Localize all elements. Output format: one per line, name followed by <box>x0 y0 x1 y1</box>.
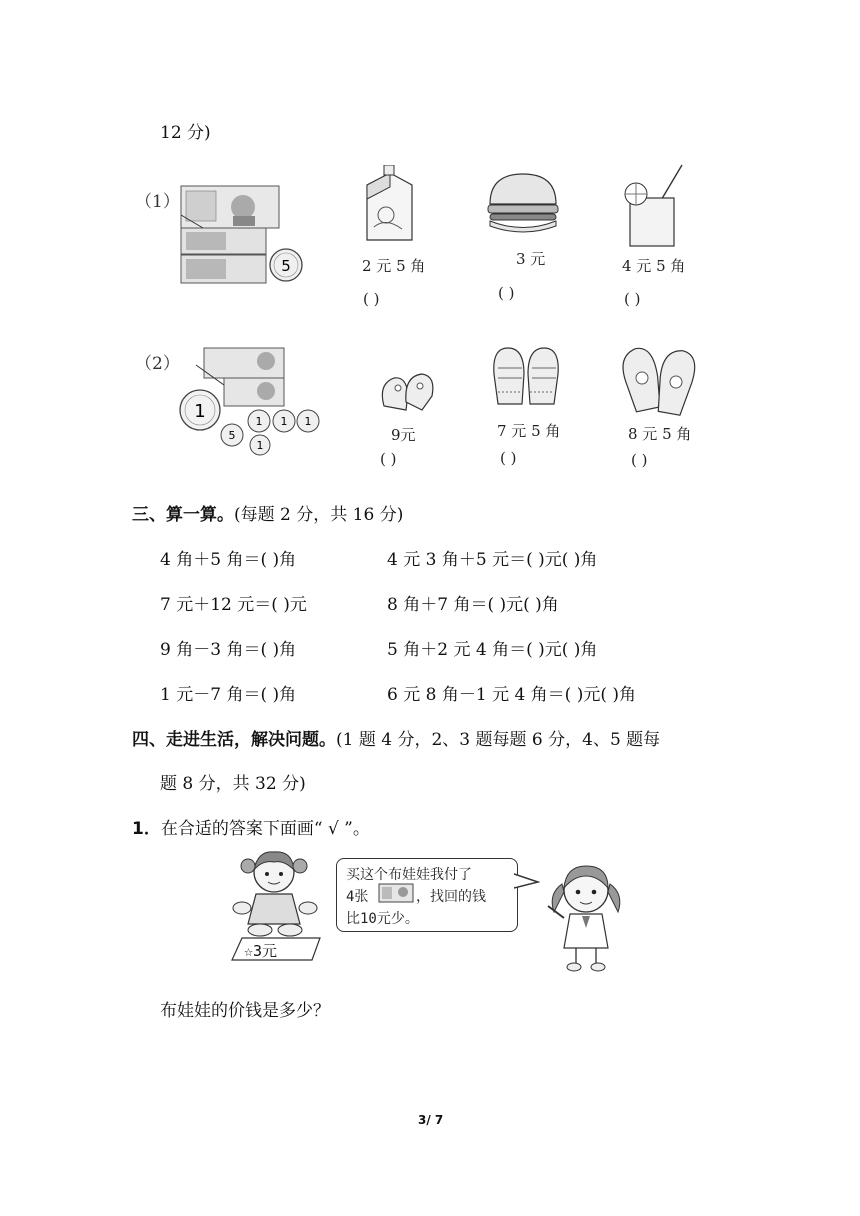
section-3-note: (每题 2 分，共 16 分) <box>234 505 404 525</box>
burger-price: 3 元 <box>516 250 546 268</box>
knit-mittens-answer-blank[interactable]: ( ) <box>500 449 517 467</box>
calc-2b: 8 角＋7 角＝( )元( )角 <box>387 595 559 615</box>
problem-1 <box>132 814 370 839</box>
continued-score-note: 12 分) <box>160 123 211 143</box>
speech-bubble-tail <box>514 872 540 892</box>
burger-answer-blank[interactable]: ( ) <box>498 284 515 302</box>
calc-4a: 1 元－7 角＝( )角 <box>160 685 297 705</box>
milk-price: 2 元 5 角 <box>362 257 426 275</box>
problem-1-text: 在合适的答案下面画“ √ ”。 <box>160 819 370 839</box>
doll-price-question: 布娃娃的价钱是多少？ <box>160 1001 330 1021</box>
calc-3b: 5 角＋2 元 4 角＝( )元( )角 <box>387 640 598 660</box>
knit-mittens-icon <box>490 344 562 408</box>
milk-answer-blank[interactable]: ( ) <box>363 290 380 308</box>
doll-price-tag: ☆3元 <box>244 942 278 960</box>
bubble-line-3: 比10元少。 <box>346 911 419 927</box>
svg-text:1: 1 <box>194 401 206 422</box>
small-mittens-price: 9元 <box>391 426 416 444</box>
juice-answer-blank[interactable]: ( ) <box>624 290 641 308</box>
bubble-line-2b: ，找回的钱 <box>416 889 486 905</box>
svg-text:1: 1 <box>256 439 264 452</box>
knit-mittens-price: 7 元 5 角 <box>497 422 561 440</box>
mouse-mittens-price: 8 元 5 角 <box>628 425 692 443</box>
section-4-note-line2: 题 8 分，共 32 分) <box>160 774 306 794</box>
calc-2a: 7 元＋12 元＝( )元 <box>160 595 307 615</box>
money-q2-picture <box>176 345 321 457</box>
juice-price: 4 元 5 角 <box>622 257 686 275</box>
calc-3a: 9 角－3 角＝( )角 <box>160 640 297 660</box>
calc-4b: 6 元 8 角－1 元 4 角＝( )元( )角 <box>387 685 637 705</box>
calc-1b: 4 元 3 角＋5 元＝( )元( )角 <box>387 550 598 570</box>
banknote-icon <box>378 883 414 903</box>
coin-1-large-icon <box>180 390 220 430</box>
section-4-title: 四、走进生活，解决问题。 <box>132 730 336 750</box>
calc-1a: 4 角＋5 角＝( )角 <box>160 550 297 570</box>
coin-icon <box>270 249 302 281</box>
problem-1-number: 1． <box>132 819 161 839</box>
section-3-heading <box>132 500 403 525</box>
section-4-note-line1: (1 题 4 分，2、3 题每题 6 分，4、5 题每 <box>336 730 661 750</box>
mouse-mittens-icon <box>620 340 698 418</box>
milk-carton-icon <box>362 165 417 245</box>
svg-text:5: 5 <box>281 257 291 275</box>
svg-text:1: 1 <box>255 415 263 428</box>
doll-icon <box>228 850 328 965</box>
svg-text:1: 1 <box>304 415 312 428</box>
juice-glass-icon <box>620 162 690 250</box>
girl-icon <box>542 860 632 975</box>
small-mittens-answer-blank[interactable]: ( ) <box>380 450 397 468</box>
bubble-line-1: 买这个布娃娃我付了 <box>346 867 472 883</box>
part-2-label: （2） <box>135 354 180 374</box>
section-4-heading <box>132 725 660 750</box>
part-1-label: （1） <box>135 192 180 212</box>
bubble-line-2a: 4张 <box>346 889 369 905</box>
svg-text:1: 1 <box>280 415 288 428</box>
banknote-100-icon <box>181 186 279 228</box>
burger-icon <box>484 172 562 237</box>
small-mittens-icon <box>376 366 438 416</box>
section-3-title: 三、算一算。 <box>132 505 234 525</box>
small-coins-icon <box>221 410 319 455</box>
page-number: 3/ 7 <box>418 1113 444 1127</box>
banknote-small-icon <box>181 228 266 283</box>
mouse-mittens-answer-blank[interactable]: ( ) <box>631 451 648 469</box>
money-q1-picture <box>178 183 308 288</box>
svg-text:5: 5 <box>228 429 236 442</box>
